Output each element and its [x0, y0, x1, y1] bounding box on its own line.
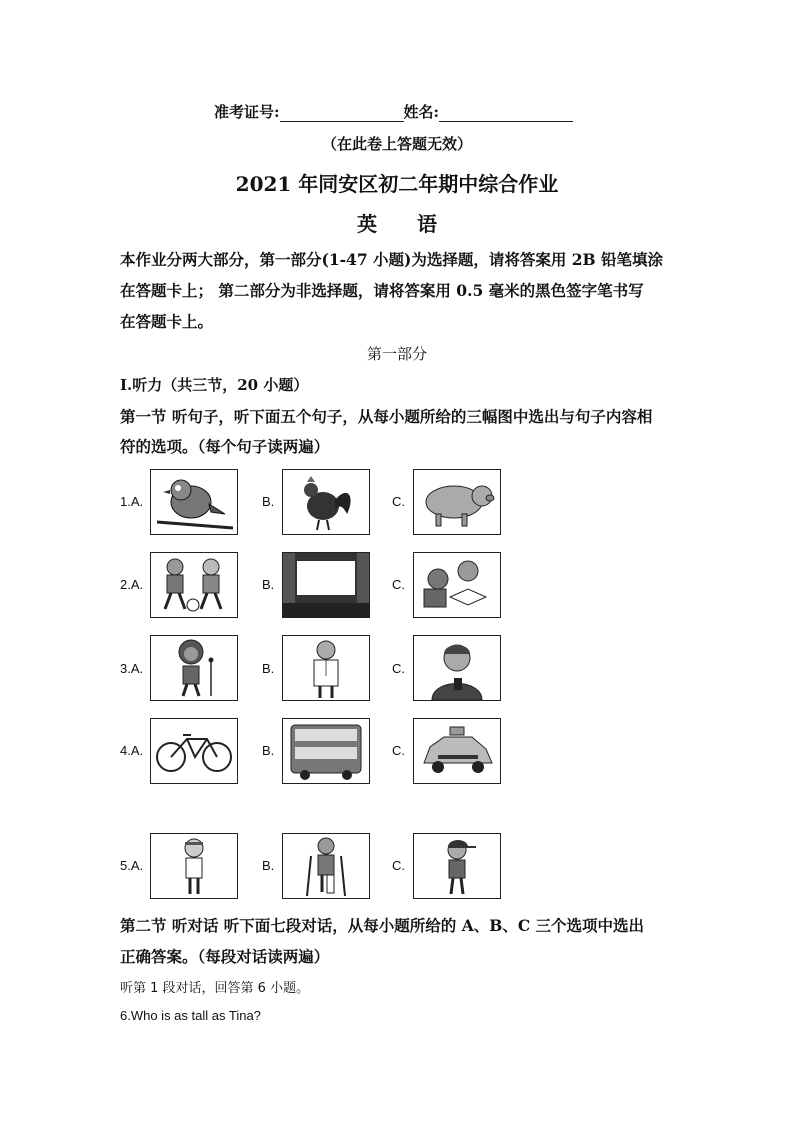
subject-title: 英 语: [357, 212, 437, 236]
section-listening-heading: Ⅰ.听力（共三节，20 小题）: [120, 376, 309, 394]
question-3-b-label: B.: [262, 661, 275, 676]
name-blank[interactable]: [439, 105, 573, 122]
pig-image[interactable]: [413, 469, 501, 535]
question-6-text: 6.Who is as tall as Tina?: [120, 1008, 261, 1023]
name-label: 姓名:: [403, 103, 440, 121]
question-5-c-label: C.: [392, 858, 405, 873]
section2-line-1: 第二节 听对话 听下面七段对话，从每小题所给的 A、B、C 三个选项中选出: [120, 916, 645, 935]
question-5-a-label: 5.A.: [120, 858, 144, 873]
question-1-b-label: B.: [262, 494, 275, 509]
intro-line-3: 在答题卡上。: [120, 312, 214, 331]
notice: （在此卷上答题无效）: [321, 135, 472, 153]
exam-number-blank[interactable]: [280, 105, 404, 122]
double-decker-bus-image[interactable]: [282, 718, 370, 784]
cinema-screen-image[interactable]: [282, 552, 370, 618]
question-3-c-label: C.: [392, 661, 405, 676]
rooster-image[interactable]: [282, 469, 370, 535]
dialogue-1-instruction: 听第 1 段对话，回答第 6 小题。: [120, 981, 310, 996]
part1-title: 第一部分: [366, 345, 427, 363]
doctor-image[interactable]: [282, 635, 370, 701]
page-title: 2021 年同安区初二年期中综合作业: [235, 172, 559, 196]
intro-line-2: 在答题卡上； 第二部分为非选择题，请将答案用 0.5 毫米的黑色签字笔书写: [120, 281, 644, 300]
bicycle-image[interactable]: [150, 718, 238, 784]
question-2-a-label: 2.A.: [120, 577, 144, 592]
question-5-b-label: B.: [262, 858, 275, 873]
reading-book-image[interactable]: [413, 552, 501, 618]
question-2-c-label: C.: [392, 577, 405, 592]
question-1-c-label: C.: [392, 494, 405, 509]
exam-number-label: 准考证号:: [214, 103, 280, 121]
exam-info-line: [214, 101, 573, 122]
boy-cap-image[interactable]: [413, 833, 501, 899]
question-3-a-label: 3.A.: [120, 661, 144, 676]
section1-line-1: 第一节 听句子，听下面五个句子，从每小题所给的三幅图中选出与句子内容相: [120, 407, 653, 426]
boy-headband-image[interactable]: [150, 833, 238, 899]
question-1-a-label: 1.A.: [120, 494, 144, 509]
question-4-b-label: B.: [262, 743, 275, 758]
section1-line-2: 符的选项。（每个句子读两遍）: [120, 437, 330, 456]
taxi-image[interactable]: [413, 718, 501, 784]
intro-line-1: 本作业分两大部分，第一部分(1-47 小题)为选择题，请将答案用 2B 铅笔填涂: [120, 250, 664, 269]
question-2-b-label: B.: [262, 577, 275, 592]
kids-soccer-image[interactable]: [150, 552, 238, 618]
singer-image[interactable]: [150, 635, 238, 701]
question-4-c-label: C.: [392, 743, 405, 758]
bird-image[interactable]: [150, 469, 238, 535]
section2-line-2: 正确答案。（每段对话读两遍）: [120, 947, 330, 966]
boy-crutches-image[interactable]: [282, 833, 370, 899]
question-4-a-label: 4.A.: [120, 743, 144, 758]
reporter-image[interactable]: [413, 635, 501, 701]
